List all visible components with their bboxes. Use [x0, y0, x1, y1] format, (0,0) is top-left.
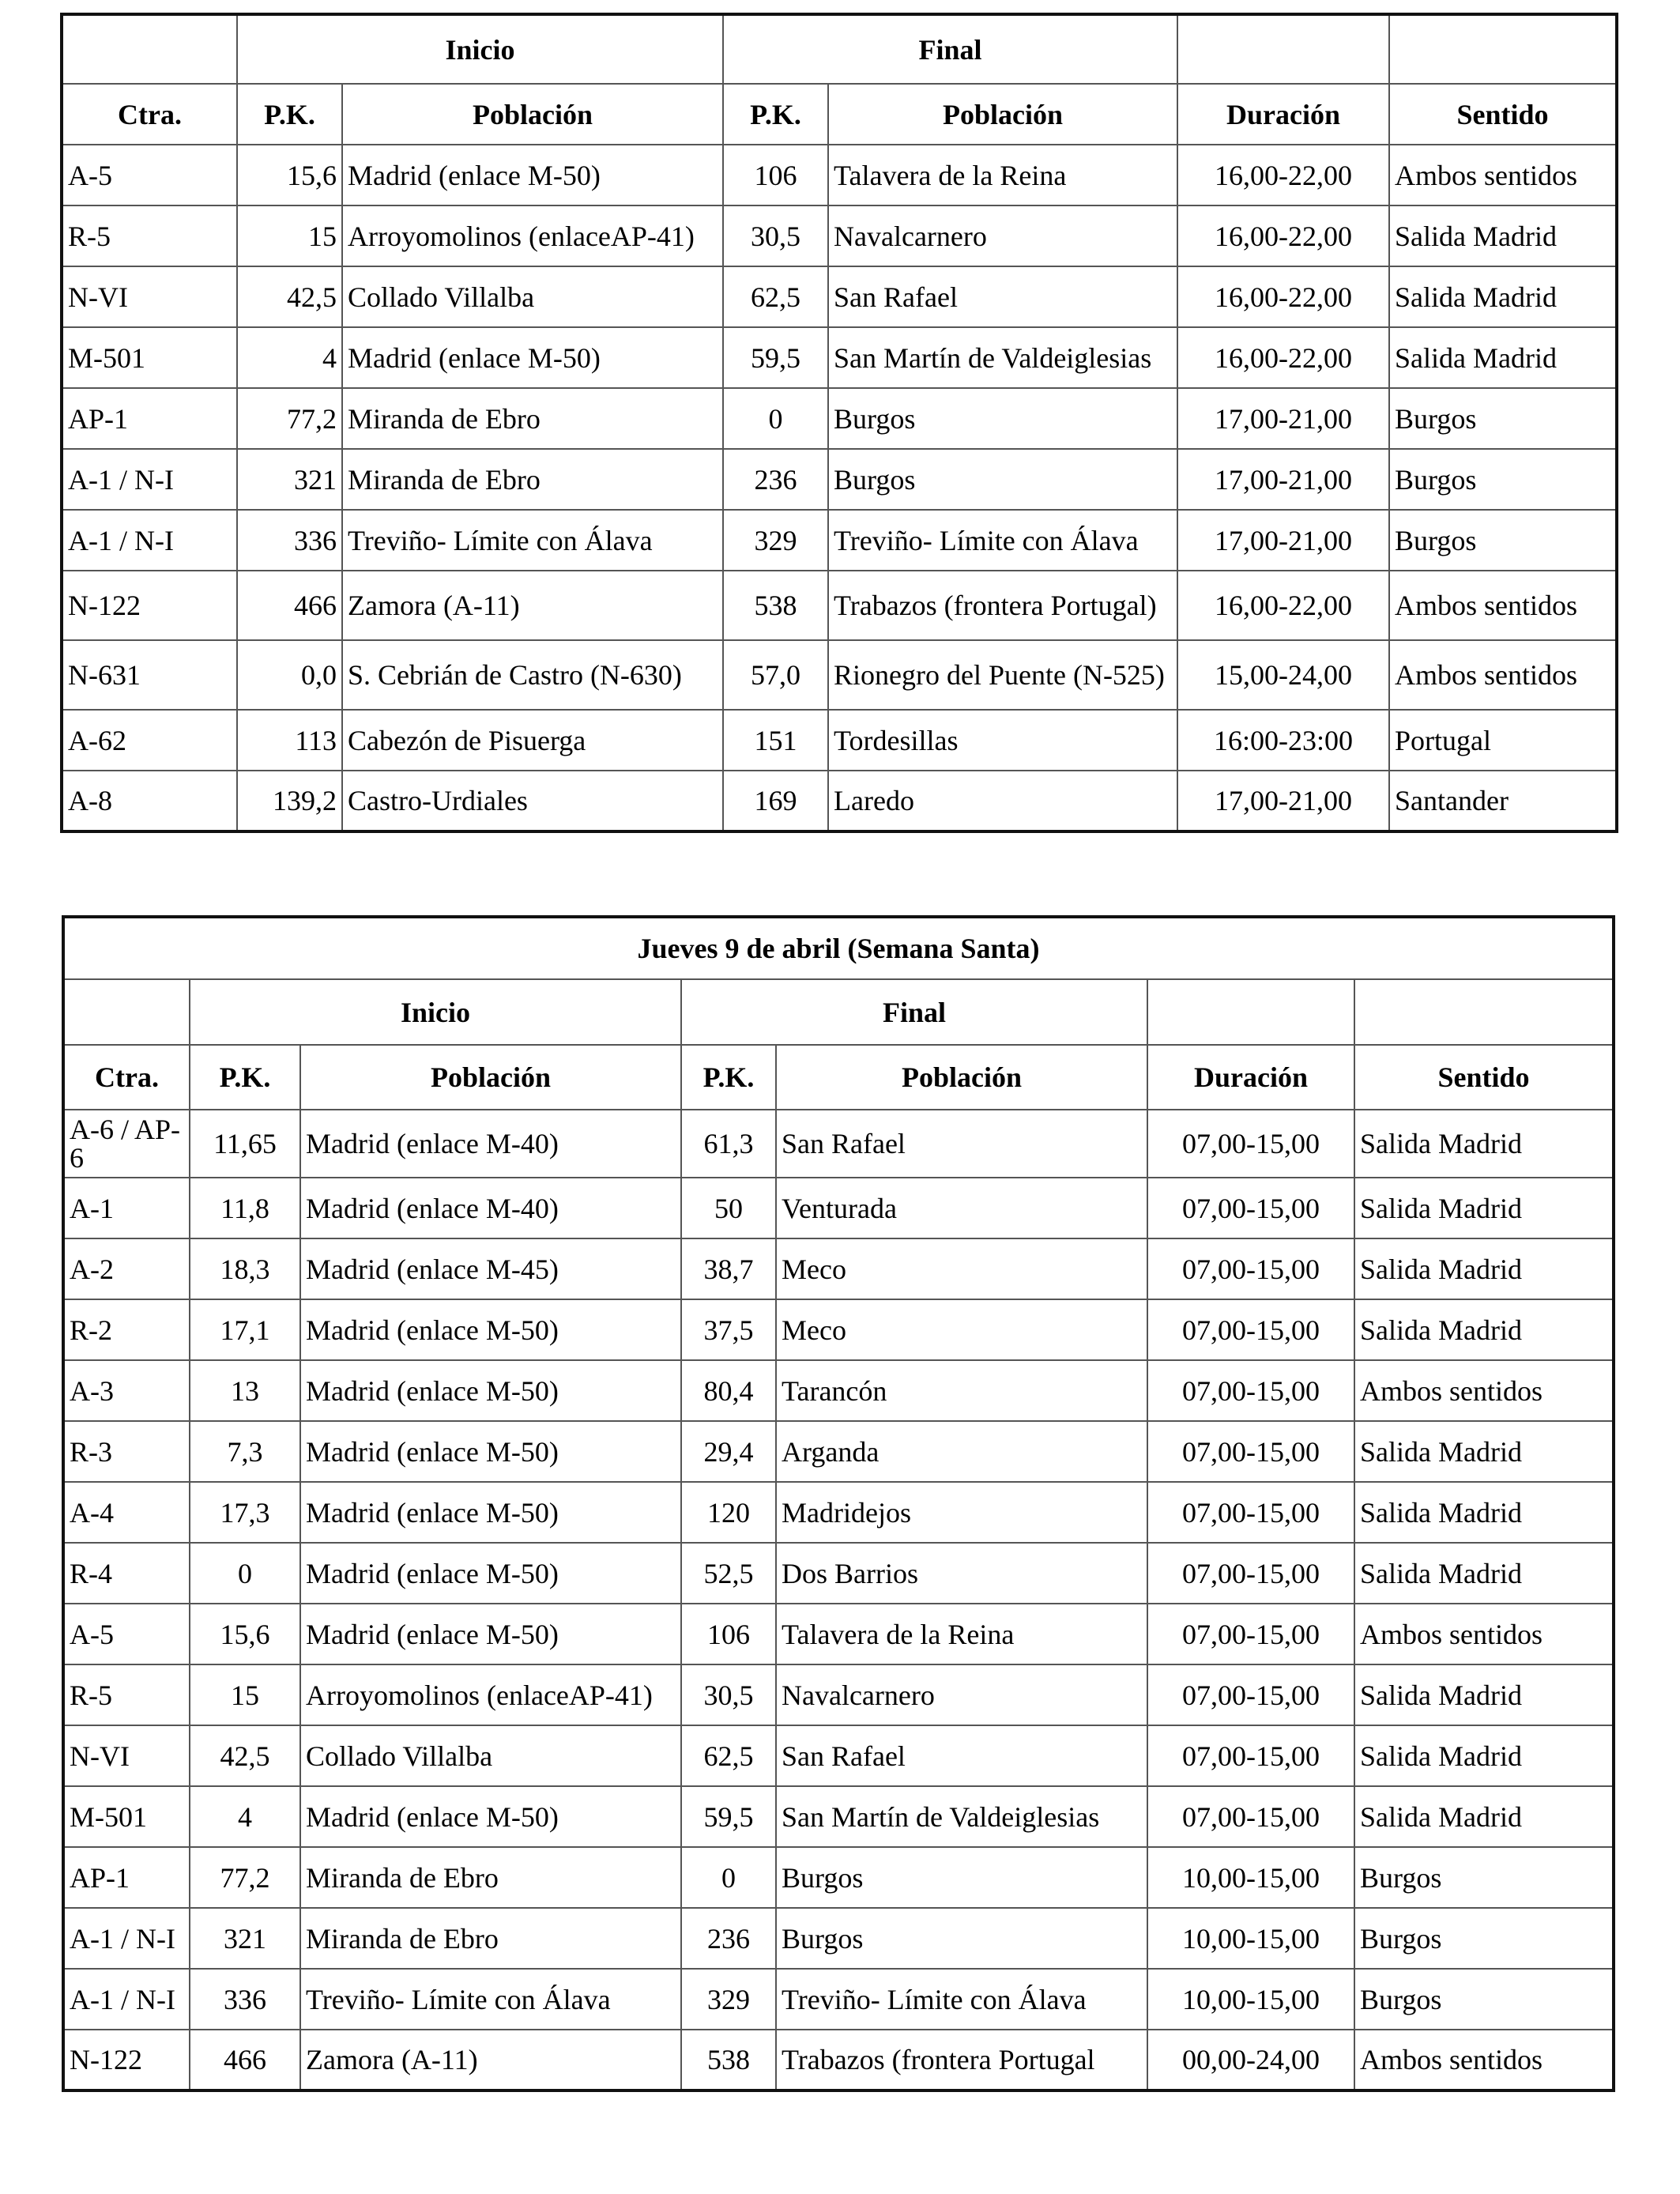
cell-pk-inicio: 321 — [237, 449, 342, 510]
table-title: Jueves 9 de abril (Semana Santa) — [63, 917, 1614, 979]
cell-sentido: Burgos — [1354, 1847, 1614, 1908]
cell-poblacion-final: Madridejos — [776, 1482, 1147, 1543]
cell-pk-inicio: 42,5 — [237, 266, 342, 327]
cell-ctra: A-2 — [63, 1238, 190, 1299]
final-header: Final — [681, 979, 1147, 1045]
cell-pk-final: 50 — [681, 1178, 776, 1238]
cell-duracion: 07,00-15,00 — [1147, 1110, 1354, 1178]
cell-poblacion-inicio: Miranda de Ebro — [342, 449, 723, 510]
cell-poblacion-inicio: Castro-Urdiales — [342, 771, 723, 831]
cell-duracion: 07,00-15,00 — [1147, 1238, 1354, 1299]
cell-ctra: R-5 — [63, 1664, 190, 1725]
cell-poblacion-final: Treviño- Límite con Álava — [776, 1969, 1147, 2030]
cell-pk-final: 29,4 — [681, 1421, 776, 1482]
cell-poblacion-final: Meco — [776, 1238, 1147, 1299]
cell-sentido: Santander — [1389, 771, 1617, 831]
cell-poblacion-inicio: Madrid (enlace M-50) — [300, 1360, 681, 1421]
cell-duracion: 17,00-21,00 — [1177, 510, 1389, 571]
cell-pk-final: 30,5 — [681, 1664, 776, 1725]
cell-poblacion-final: Talavera de la Reina — [776, 1604, 1147, 1664]
cell-pk-inicio: 113 — [237, 710, 342, 771]
group-header-row — [62, 14, 1617, 84]
cell-duracion: 16,00-22,00 — [1177, 571, 1389, 640]
empty-header-cell — [63, 979, 190, 1045]
cell-duracion: 10,00-15,00 — [1147, 1908, 1354, 1969]
cell-poblacion-final: Rionegro del Puente (N-525) — [828, 640, 1177, 710]
cell-sentido: Salida Madrid — [1354, 1421, 1614, 1482]
column-header-sentido: Sentido — [1354, 1045, 1614, 1110]
cell-poblacion-final: San Rafael — [828, 266, 1177, 327]
cell-duracion: 10,00-15,00 — [1147, 1969, 1354, 2030]
cell-pk-final: 538 — [723, 571, 828, 640]
column-header-pk-final: P.K. — [681, 1045, 776, 1110]
cell-ctra: A-6 / AP-6 — [63, 1110, 190, 1178]
cell-pk-inicio: 17,3 — [190, 1482, 300, 1543]
cell-sentido: Burgos — [1389, 388, 1617, 449]
cell-poblacion-final: Burgos — [776, 1847, 1147, 1908]
cell-sentido: Burgos — [1389, 510, 1617, 571]
cell-pk-final: 30,5 — [723, 205, 828, 266]
table-row — [62, 510, 1617, 571]
cell-sentido: Salida Madrid — [1354, 1110, 1614, 1178]
table-row — [63, 1178, 1614, 1238]
cell-sentido: Salida Madrid — [1354, 1664, 1614, 1725]
cell-ctra: A-1 / N-I — [62, 449, 237, 510]
empty-header-cell — [1177, 14, 1389, 84]
cell-poblacion-final: Treviño- Límite con Álava — [828, 510, 1177, 571]
cell-ctra: R-5 — [62, 205, 237, 266]
cell-duracion: 16,00-22,00 — [1177, 327, 1389, 388]
cell-ctra: R-3 — [63, 1421, 190, 1482]
cell-ctra: A-5 — [62, 145, 237, 205]
cell-poblacion-inicio: Cabezón de Pisuerga — [342, 710, 723, 771]
cell-ctra: A-1 — [63, 1178, 190, 1238]
cell-pk-final: 169 — [723, 771, 828, 831]
cell-pk-final: 59,5 — [723, 327, 828, 388]
table-row — [63, 2030, 1614, 2090]
table-row — [62, 771, 1617, 831]
table-row — [63, 1725, 1614, 1786]
cell-pk-inicio: 17,1 — [190, 1299, 300, 1360]
cell-sentido: Ambos sentidos — [1389, 640, 1617, 710]
cell-ctra: N-122 — [63, 2030, 190, 2090]
cell-sentido: Salida Madrid — [1389, 266, 1617, 327]
cell-poblacion-inicio: Madrid (enlace M-50) — [300, 1299, 681, 1360]
cell-poblacion-inicio: Arroyomolinos (enlaceAP-41) — [342, 205, 723, 266]
column-header-poblacion-final: Población — [776, 1045, 1147, 1110]
cell-pk-inicio: 77,2 — [237, 388, 342, 449]
cell-duracion: 07,00-15,00 — [1147, 1786, 1354, 1847]
cell-poblacion-inicio: Collado Villalba — [300, 1725, 681, 1786]
cell-pk-final: 80,4 — [681, 1360, 776, 1421]
cell-duracion: 17,00-21,00 — [1177, 449, 1389, 510]
column-header-poblacion-final: Población — [828, 84, 1177, 145]
cell-poblacion-final: Dos Barrios — [776, 1543, 1147, 1604]
cell-duracion: 16:00-23:00 — [1177, 710, 1389, 771]
cell-ctra: R-2 — [63, 1299, 190, 1360]
empty-header-cell — [62, 14, 237, 84]
cell-ctra: A-8 — [62, 771, 237, 831]
cell-duracion: 16,00-22,00 — [1177, 145, 1389, 205]
inicio-header: Inicio — [190, 979, 681, 1045]
cell-pk-inicio: 139,2 — [237, 771, 342, 831]
table-row — [62, 449, 1617, 510]
column-header-poblacion-inicio: Población — [342, 84, 723, 145]
cell-duracion: 07,00-15,00 — [1147, 1178, 1354, 1238]
cell-ctra: M-501 — [62, 327, 237, 388]
column-header-pk-inicio: P.K. — [190, 1045, 300, 1110]
group-header-row — [63, 979, 1614, 1045]
table-row — [62, 571, 1617, 640]
cell-poblacion-final: Navalcarnero — [776, 1664, 1147, 1725]
cell-ctra: A-5 — [63, 1604, 190, 1664]
cell-pk-inicio: 11,8 — [190, 1178, 300, 1238]
cell-pk-inicio: 42,5 — [190, 1725, 300, 1786]
cell-ctra: A-1 / N-I — [63, 1969, 190, 2030]
cell-sentido: Salida Madrid — [1389, 327, 1617, 388]
cell-poblacion-final: San Rafael — [776, 1110, 1147, 1178]
cell-pk-final: 52,5 — [681, 1543, 776, 1604]
cell-poblacion-final: San Rafael — [776, 1725, 1147, 1786]
cell-ctra: M-501 — [63, 1786, 190, 1847]
cell-sentido: Ambos sentidos — [1354, 1604, 1614, 1664]
cell-pk-inicio: 77,2 — [190, 1847, 300, 1908]
table-row — [63, 1969, 1614, 2030]
cell-duracion: 10,00-15,00 — [1147, 1847, 1354, 1908]
cell-duracion: 16,00-22,00 — [1177, 266, 1389, 327]
cell-poblacion-final: San Martín de Valdeiglesias — [828, 327, 1177, 388]
cell-poblacion-inicio: Madrid (enlace M-50) — [300, 1786, 681, 1847]
cell-pk-final: 329 — [681, 1969, 776, 2030]
column-header-ctra: Ctra. — [62, 84, 237, 145]
cell-poblacion-inicio: Madrid (enlace M-50) — [342, 145, 723, 205]
cell-ctra: A-3 — [63, 1360, 190, 1421]
cell-poblacion-inicio: Miranda de Ebro — [300, 1908, 681, 1969]
cell-duracion: 07,00-15,00 — [1147, 1299, 1354, 1360]
cell-poblacion-inicio: Treviño- Límite con Álava — [342, 510, 723, 571]
cell-pk-final: 120 — [681, 1482, 776, 1543]
table-row — [63, 1847, 1614, 1908]
cell-poblacion-final: Arganda — [776, 1421, 1147, 1482]
cell-pk-final: 151 — [723, 710, 828, 771]
cell-pk-final: 106 — [681, 1604, 776, 1664]
cell-ctra: N-VI — [62, 266, 237, 327]
cell-poblacion-inicio: Madrid (enlace M-40) — [300, 1110, 681, 1178]
cell-pk-final: 329 — [723, 510, 828, 571]
cell-pk-inicio: 13 — [190, 1360, 300, 1421]
cell-pk-final: 37,5 — [681, 1299, 776, 1360]
cell-pk-inicio: 4 — [190, 1786, 300, 1847]
cell-poblacion-final: Burgos — [828, 449, 1177, 510]
cell-poblacion-inicio: S. Cebrián de Castro (N-630) — [342, 640, 723, 710]
cell-pk-final: 62,5 — [681, 1725, 776, 1786]
table-row — [63, 1238, 1614, 1299]
cell-duracion: 07,00-15,00 — [1147, 1360, 1354, 1421]
cell-duracion: 00,00-24,00 — [1147, 2030, 1354, 2090]
cell-poblacion-final: Venturada — [776, 1178, 1147, 1238]
cell-pk-inicio: 15,6 — [237, 145, 342, 205]
cell-ctra: N-VI — [63, 1725, 190, 1786]
cell-sentido: Salida Madrid — [1354, 1786, 1614, 1847]
table-row — [63, 1786, 1614, 1847]
cell-pk-final: 236 — [681, 1908, 776, 1969]
cell-duracion: 07,00-15,00 — [1147, 1543, 1354, 1604]
cell-pk-final: 0 — [723, 388, 828, 449]
cell-poblacion-final: Burgos — [828, 388, 1177, 449]
cell-pk-inicio: 18,3 — [190, 1238, 300, 1299]
cell-poblacion-inicio: Madrid (enlace M-50) — [342, 327, 723, 388]
cell-poblacion-final: Tarancón — [776, 1360, 1147, 1421]
table-row — [63, 1604, 1614, 1664]
cell-sentido: Salida Madrid — [1354, 1238, 1614, 1299]
table-row — [62, 388, 1617, 449]
cell-poblacion-inicio: Zamora (A-11) — [342, 571, 723, 640]
column-header-row — [62, 84, 1617, 145]
cell-sentido: Salida Madrid — [1354, 1299, 1614, 1360]
cell-pk-inicio: 0 — [190, 1543, 300, 1604]
cell-sentido: Salida Madrid — [1354, 1178, 1614, 1238]
cell-pk-inicio: 7,3 — [190, 1421, 300, 1482]
cell-poblacion-final: Trabazos (frontera Portugal) — [828, 571, 1177, 640]
cell-poblacion-final: Meco — [776, 1299, 1147, 1360]
table-row — [63, 1543, 1614, 1604]
cell-pk-inicio: 15 — [237, 205, 342, 266]
table-row — [63, 1110, 1614, 1178]
column-header-row — [63, 1045, 1614, 1110]
cell-poblacion-inicio: Madrid (enlace M-50) — [300, 1482, 681, 1543]
cell-poblacion-inicio: Madrid (enlace M-40) — [300, 1178, 681, 1238]
cell-poblacion-inicio: Arroyomolinos (enlaceAP-41) — [300, 1664, 681, 1725]
table-row — [63, 1664, 1614, 1725]
cell-sentido: Salida Madrid — [1354, 1482, 1614, 1543]
cell-pk-inicio: 0,0 — [237, 640, 342, 710]
cell-pk-inicio: 321 — [190, 1908, 300, 1969]
column-header-pk-inicio: P.K. — [237, 84, 342, 145]
empty-header-cell — [1354, 979, 1614, 1045]
cell-pk-final: 236 — [723, 449, 828, 510]
cell-pk-inicio: 336 — [190, 1969, 300, 2030]
cell-pk-final: 538 — [681, 2030, 776, 2090]
cell-duracion: 07,00-15,00 — [1147, 1604, 1354, 1664]
cell-ctra: R-4 — [63, 1543, 190, 1604]
table-row — [62, 327, 1617, 388]
table-row — [63, 1482, 1614, 1543]
cell-poblacion-final: San Martín de Valdeiglesias — [776, 1786, 1147, 1847]
table-row — [62, 266, 1617, 327]
cell-pk-inicio: 336 — [237, 510, 342, 571]
cell-duracion: 17,00-21,00 — [1177, 388, 1389, 449]
table-row — [63, 1360, 1614, 1421]
table-row — [62, 640, 1617, 710]
cell-ctra: AP-1 — [62, 388, 237, 449]
cell-sentido: Ambos sentidos — [1389, 145, 1617, 205]
column-header-poblacion-inicio: Población — [300, 1045, 681, 1110]
cell-pk-final: 62,5 — [723, 266, 828, 327]
cell-pk-final: 106 — [723, 145, 828, 205]
table-row — [62, 710, 1617, 771]
cell-duracion: 07,00-15,00 — [1147, 1421, 1354, 1482]
cell-ctra: A-62 — [62, 710, 237, 771]
table-row — [63, 1299, 1614, 1360]
traffic-table-1 — [60, 13, 1618, 833]
cell-ctra: N-631 — [62, 640, 237, 710]
cell-poblacion-final: Laredo — [828, 771, 1177, 831]
cell-sentido: Burgos — [1389, 449, 1617, 510]
cell-pk-inicio: 466 — [190, 2030, 300, 2090]
cell-sentido: Salida Madrid — [1389, 205, 1617, 266]
cell-poblacion-inicio: Madrid (enlace M-50) — [300, 1421, 681, 1482]
cell-poblacion-inicio: Madrid (enlace M-50) — [300, 1604, 681, 1664]
cell-poblacion-final: Burgos — [776, 1908, 1147, 1969]
table-title-row — [63, 917, 1614, 979]
cell-poblacion-inicio: Madrid (enlace M-50) — [300, 1543, 681, 1604]
cell-pk-inicio: 4 — [237, 327, 342, 388]
cell-pk-inicio: 466 — [237, 571, 342, 640]
table-row — [63, 1908, 1614, 1969]
table-row — [62, 145, 1617, 205]
cell-sentido: Salida Madrid — [1354, 1543, 1614, 1604]
cell-sentido: Portugal — [1389, 710, 1617, 771]
table-row — [63, 1421, 1614, 1482]
cell-poblacion-final: Talavera de la Reina — [828, 145, 1177, 205]
inicio-header: Inicio — [237, 14, 723, 84]
cell-ctra: A-1 / N-I — [62, 510, 237, 571]
cell-sentido: Burgos — [1354, 1908, 1614, 1969]
column-header-duracion: Duración — [1177, 84, 1389, 145]
column-header-sentido: Sentido — [1389, 84, 1617, 145]
cell-poblacion-final: Trabazos (frontera Portugal — [776, 2030, 1147, 2090]
cell-sentido: Ambos sentidos — [1354, 1360, 1614, 1421]
cell-sentido: Ambos sentidos — [1389, 571, 1617, 640]
column-header-duracion: Duración — [1147, 1045, 1354, 1110]
cell-poblacion-inicio: Miranda de Ebro — [342, 388, 723, 449]
cell-duracion: 07,00-15,00 — [1147, 1482, 1354, 1543]
cell-duracion: 15,00-24,00 — [1177, 640, 1389, 710]
cell-pk-final: 0 — [681, 1847, 776, 1908]
empty-header-cell — [1147, 979, 1354, 1045]
cell-ctra: N-122 — [62, 571, 237, 640]
cell-sentido: Burgos — [1354, 1969, 1614, 2030]
cell-poblacion-final: Navalcarnero — [828, 205, 1177, 266]
final-header: Final — [723, 14, 1177, 84]
cell-sentido: Ambos sentidos — [1354, 2030, 1614, 2090]
cell-poblacion-inicio: Madrid (enlace M-45) — [300, 1238, 681, 1299]
cell-ctra: AP-1 — [63, 1847, 190, 1908]
table-row — [62, 205, 1617, 266]
cell-ctra: A-4 — [63, 1482, 190, 1543]
empty-header-cell — [1389, 14, 1617, 84]
cell-poblacion-inicio: Zamora (A-11) — [300, 2030, 681, 2090]
cell-sentido: Salida Madrid — [1354, 1725, 1614, 1786]
cell-ctra: A-1 / N-I — [63, 1908, 190, 1969]
cell-poblacion-inicio: Collado Villalba — [342, 266, 723, 327]
cell-poblacion-final: Tordesillas — [828, 710, 1177, 771]
column-header-ctra: Ctra. — [63, 1045, 190, 1110]
cell-duracion: 16,00-22,00 — [1177, 205, 1389, 266]
cell-pk-final: 59,5 — [681, 1786, 776, 1847]
cell-pk-inicio: 11,65 — [190, 1110, 300, 1178]
column-header-pk-final: P.K. — [723, 84, 828, 145]
cell-duracion: 07,00-15,00 — [1147, 1664, 1354, 1725]
cell-duracion: 07,00-15,00 — [1147, 1725, 1354, 1786]
cell-pk-final: 38,7 — [681, 1238, 776, 1299]
cell-poblacion-inicio: Miranda de Ebro — [300, 1847, 681, 1908]
traffic-table-2 — [62, 915, 1615, 2092]
cell-duracion: 17,00-21,00 — [1177, 771, 1389, 831]
cell-pk-final: 61,3 — [681, 1110, 776, 1178]
cell-pk-inicio: 15,6 — [190, 1604, 300, 1664]
cell-pk-final: 57,0 — [723, 640, 828, 710]
cell-pk-inicio: 15 — [190, 1664, 300, 1725]
cell-poblacion-inicio: Treviño- Límite con Álava — [300, 1969, 681, 2030]
